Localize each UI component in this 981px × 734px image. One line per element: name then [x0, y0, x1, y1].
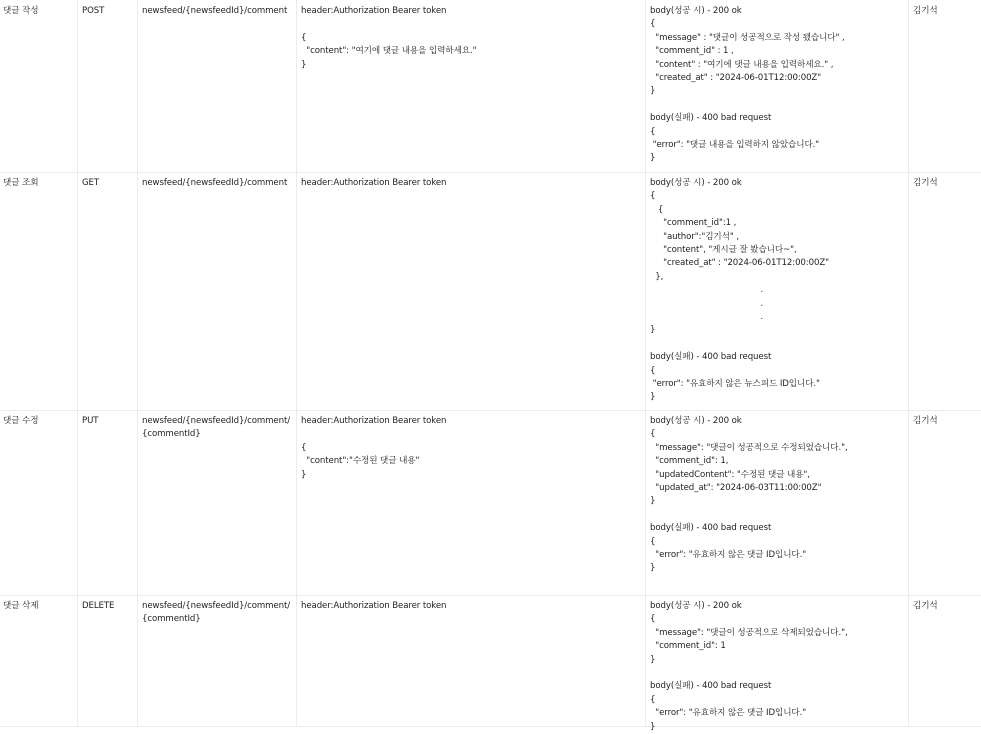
author-cell — [909, 595, 981, 726]
response-line: { — [650, 19, 656, 30]
api-name-cell — [0, 172, 78, 410]
request-cell — [297, 410, 646, 595]
http-method-cell — [78, 172, 138, 410]
response-line: "message": "댓글이 성공적으로 삭제되었습니다.", — [650, 627, 848, 638]
response-line: . — [650, 312, 764, 322]
response-line: { — [650, 191, 656, 202]
response-line: body(성공 시) - 200 ok — [650, 6, 742, 16]
author-line: 김기석 — [913, 178, 938, 188]
response-cell — [646, 172, 909, 410]
table-row — [0, 410, 981, 596]
response-line: "content", "게시글 잘 봤습니다~", — [650, 245, 797, 255]
author-cell — [909, 410, 981, 595]
response-line: body(실패) - 400 bad request — [650, 113, 772, 124]
table-row — [0, 172, 981, 411]
endpoint-url-line: newsfeed/{newsfeedId}/comment — [142, 178, 288, 188]
api-name-line: 댓글 작성 — [3, 6, 39, 16]
response-line: "comment_id" : 1 , — [650, 46, 734, 57]
response-cell — [646, 595, 909, 732]
http-method-cell — [78, 410, 138, 595]
response-line: body(실패) - 400 bad request — [650, 523, 772, 534]
response-line: "message": "댓글이 성공적으로 수정되었습니다.", — [650, 442, 848, 453]
api-name-line: 댓글 삭제 — [3, 601, 39, 611]
endpoint-url-line: {commentId} — [142, 614, 201, 625]
response-line: "comment_id":1 , — [650, 218, 737, 229]
request-line: header:Authorization Bearer token — [301, 6, 447, 16]
api-name-line: 댓글 조회 — [3, 178, 39, 188]
response-line: } — [650, 86, 656, 97]
response-line: "message" : "댓글이 성공적으로 작성 됐습니다" , — [650, 32, 845, 43]
author-line: 김기석 — [913, 6, 938, 16]
endpoint-url-line: newsfeed/{newsfeedId}/comment/ — [142, 601, 291, 611]
endpoint-url-cell — [138, 595, 297, 726]
response-line: } — [650, 496, 656, 507]
response-line: "created_at" : "2024-06-01T12:00:00Z" — [650, 258, 829, 269]
response-line: } — [650, 325, 656, 336]
request-cell — [297, 0, 646, 172]
request-line: } — [301, 59, 307, 70]
http-method-line: PUT — [82, 416, 99, 426]
response-line: "created_at" : "2024-06-01T12:00:00Z" — [650, 73, 822, 83]
author-cell — [909, 172, 981, 410]
response-line: } — [650, 563, 656, 574]
response-line: "error": "유효하지 않은 댓글 ID입니다." — [650, 550, 807, 560]
response-line: } — [650, 392, 656, 403]
response-line: body(성공 시) - 200 ok — [650, 416, 742, 426]
endpoint-url-cell — [138, 0, 297, 172]
request-line: "content":"수정된 댓글 내용" — [301, 456, 420, 467]
response-line: "updatedContent": "수정된 댓글 내용", — [650, 469, 810, 480]
response-line: { — [650, 614, 656, 625]
response-line: "updated_at": "2024-06-03T11:00:00Z" — [650, 483, 822, 493]
response-line: "comment_id": 1, — [650, 456, 729, 467]
endpoint-url-line: newsfeed/{newsfeedId}/comment — [142, 6, 288, 16]
http-method-cell — [78, 595, 138, 726]
http-method-line: GET — [82, 178, 100, 188]
response-line: body(실패) - 400 bad request — [650, 681, 772, 692]
api-name-cell — [0, 410, 78, 595]
request-line: { — [301, 32, 307, 43]
response-line: "content" : "여기에 댓글 내용을 입력하세요." , — [650, 59, 834, 70]
response-cell — [646, 0, 909, 172]
response-line: { — [650, 694, 656, 705]
response-line: "author":"김기석" , — [650, 231, 739, 242]
author-cell — [909, 0, 981, 172]
request-line: header:Authorization Bearer token — [301, 178, 447, 188]
response-line: "error": "댓글 내용을 입력하지 않았습니다." — [650, 140, 820, 150]
api-name-cell — [0, 595, 78, 726]
endpoint-url-cell — [138, 172, 297, 410]
response-line: } — [650, 654, 656, 665]
endpoint-url-cell — [138, 410, 297, 595]
response-line: body(성공 시) - 200 ok — [650, 178, 742, 188]
response-line: . — [650, 285, 764, 296]
author-line: 김기석 — [913, 416, 938, 426]
response-line: "comment_id": 1 — [650, 641, 726, 652]
response-line: } — [650, 153, 656, 164]
response-line: }, — [650, 271, 664, 282]
request-line: } — [301, 469, 307, 480]
http-method-line: POST — [82, 6, 105, 16]
author-line: 김기석 — [913, 601, 938, 611]
request-line: "content": "여기에 댓글 내용을 입력하세요." — [301, 46, 477, 57]
endpoint-url-line: newsfeed/{newsfeedId}/comment/ — [142, 416, 291, 426]
table-row — [0, 595, 981, 732]
response-line: body(실패) - 400 bad request — [650, 352, 772, 363]
table-row — [0, 0, 981, 173]
request-line: header:Authorization Bearer token — [301, 416, 447, 426]
response-line: { — [650, 365, 656, 376]
response-line: } — [650, 721, 656, 732]
http-method-cell — [78, 0, 138, 172]
response-line: "error": "유효하지 않은 댓글 ID입니다." — [650, 708, 807, 719]
response-cell — [646, 410, 909, 595]
request-cell — [297, 172, 646, 410]
endpoint-url-line: {commentId} — [142, 429, 201, 440]
response-line: . — [650, 298, 764, 309]
request-line: header:Authorization Bearer token — [301, 601, 447, 611]
request-cell — [297, 595, 646, 726]
api-name-cell — [0, 0, 78, 172]
request-line: { — [301, 442, 307, 453]
response-line: { — [650, 536, 656, 547]
response-line: { — [650, 126, 656, 137]
response-line: body(성공 시) - 200 ok — [650, 601, 742, 611]
response-line: "error": "유효하지 않은 뉴스피드 ID입니다." — [650, 379, 820, 389]
response-line: { — [650, 204, 664, 215]
api-name-line: 댓글 수정 — [3, 416, 39, 426]
http-method-line: DELETE — [82, 601, 115, 611]
response-line: { — [650, 429, 656, 440]
